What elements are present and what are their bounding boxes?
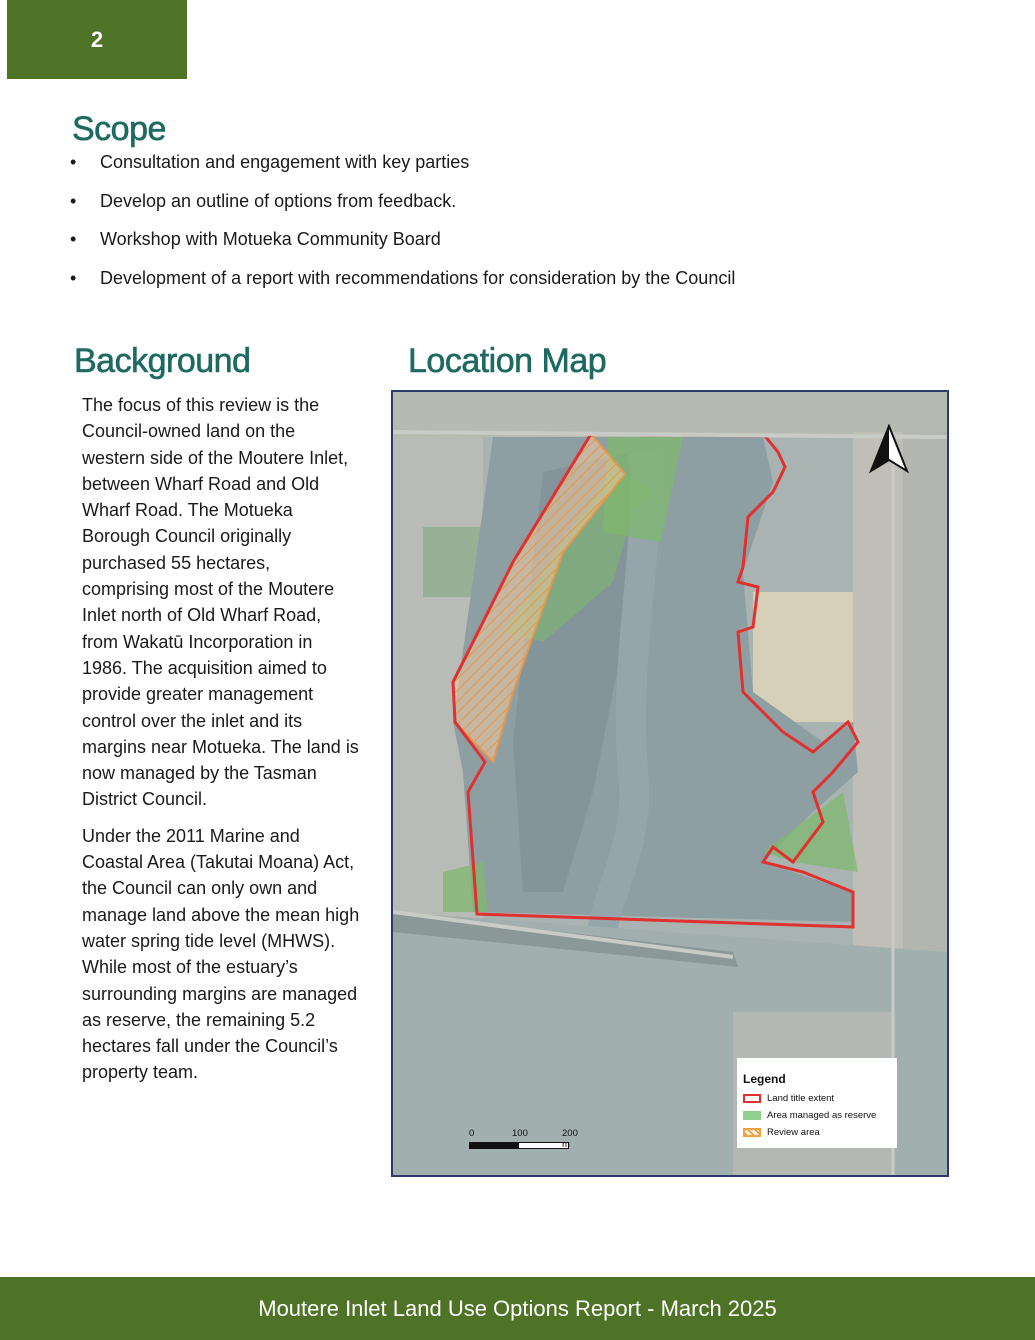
scale-label: 200 m bbox=[562, 1128, 578, 1150]
land-title-swatch-icon bbox=[743, 1094, 761, 1103]
scope-list bbox=[70, 150, 970, 304]
north-arrow-icon bbox=[868, 424, 910, 474]
legend-title: Legend bbox=[743, 1072, 786, 1086]
background-paragraph: Under the 2011 Marine and Coastal Area (Takutai Moana) Act, the Council can only own and manage land above the mean high water spring tide level (MHWS). While most of the estuary’s surrounding margins are managed as reserve, the remaining 5.2 hectares fall under the Council’s property team. bbox=[82, 825, 360, 1083]
legend-item bbox=[743, 1124, 891, 1141]
legend-item bbox=[743, 1107, 891, 1124]
scale-label: 100 bbox=[512, 1128, 528, 1139]
background-text bbox=[82, 392, 362, 1096]
reserve-swatch-icon bbox=[743, 1111, 761, 1120]
review-area-swatch-icon bbox=[743, 1128, 761, 1137]
map-legend bbox=[737, 1058, 897, 1148]
legend-item bbox=[743, 1090, 891, 1107]
scope-heading: Scope bbox=[72, 110, 166, 148]
legend-label: Land title extent bbox=[767, 1093, 835, 1104]
location-map-heading: Location Map bbox=[408, 342, 607, 380]
background-heading: Background bbox=[74, 342, 251, 380]
list-item: • Develop an outline of options from feedback. bbox=[70, 189, 970, 228]
list-item: • Development of a report with recommendations for consideration by the Council bbox=[70, 266, 970, 305]
legend-label: Area managed as reserve bbox=[767, 1110, 877, 1121]
page-number-badge bbox=[7, 0, 187, 79]
page-footer bbox=[0, 1277, 1035, 1340]
scale-bar-graphic bbox=[469, 1142, 569, 1149]
scale-bar bbox=[469, 1128, 579, 1149]
footer-text: Moutere Inlet Land Use Options Report - March 2025 bbox=[258, 1295, 777, 1321]
list-item: • Workshop with Motueka Community Board bbox=[70, 227, 970, 266]
page-number: 2 bbox=[90, 26, 104, 52]
background-paragraph: The focus of this review is the Council-owned land on the western side of the Moutere Inlet, between Wharf Road and Old Wharf Road. The Motueka Borough Council originally purchased 55 hectares, comprising most of the Moutere Inlet north of Old Wharf Road, from Wakatū Incorporation in 1986. The acquisition aimed to provide greater management control over the inlet and its margins near Motueka. The land is now managed by the Tasman District Council. bbox=[82, 395, 359, 810]
legend-label: Review area bbox=[767, 1127, 820, 1138]
list-item: • Consultation and engagement with key parties bbox=[70, 150, 970, 189]
scale-label: 0 bbox=[469, 1128, 475, 1139]
location-map bbox=[391, 390, 949, 1177]
